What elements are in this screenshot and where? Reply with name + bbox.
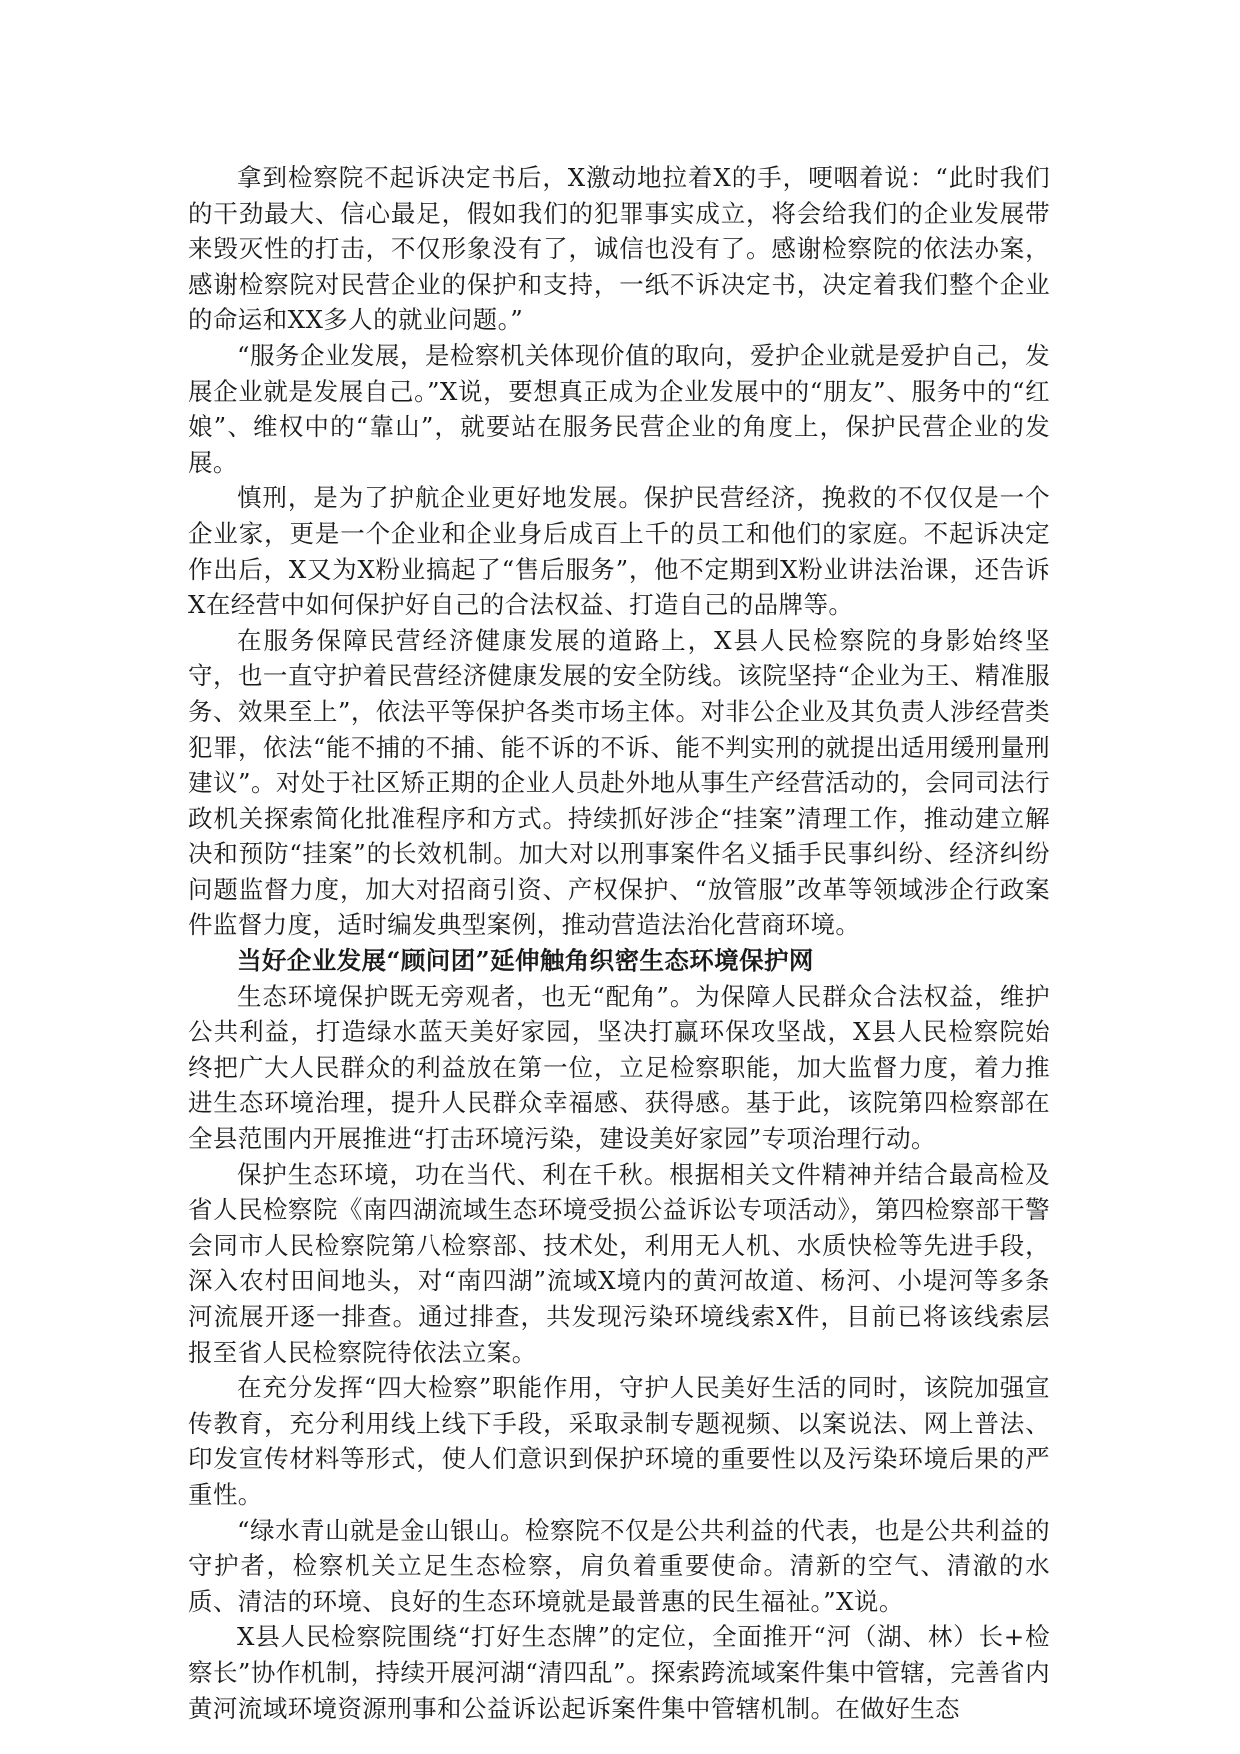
paragraph: 慎刑，是为了护航企业更好地发展。保护民营经济，挽救的不仅仅是一个企业家，更是一个企业和企业身后成百上千的员工和他们的家庭。不起诉决定作出后，X又为X粉业搞起了“售后服务”，他不定期到X粉业讲法治课，还告诉X在经营中如何保护好自己的合法权益、打造自己的品牌等。 bbox=[188, 483, 1050, 620]
paragraph: 在充分发挥“四大检察”职能作用，守护人民美好生活的同时，该院加强宣传教育，充分利用线上线下手段，采取录制专题视频、以案说法、网上普法、印发宣传材料等形式，使人们意识到保护环境的重要性以及污染环境后果的严重性。 bbox=[188, 1373, 1050, 1509]
paragraph: “服务企业发展，是检察机关体现价值的取向，爱护企业就是爱护自己，发展企业就是发展自己。”X说，要想真正成为企业发展中的“朋友”、服务中的“红娘”、维权中的“靠山”，就要站在服务民营企业的角度上，保护民营企业的发展。 bbox=[188, 340, 1050, 477]
section-heading: 当好企业发展“顾问团”延伸触角织密生态环境保护网 bbox=[237, 946, 814, 976]
document-page bbox=[188, 160, 1050, 1726]
paragraph: 拿到检察院不起诉决定书后，X激动地拉着X的手，哽咽着说：“此时我们的干劲最大、信心最足，假如我们的犯罪事实成立，将会给我们的企业发展带来毁灭性的打击，不仅形象没有了，诚信也没有了。感谢检察院的依法办案，感谢检察院对民营企业的保护和支持，一纸不诉决定书，决定着我们整个企业的命运和XX多人的就业问题。” bbox=[188, 163, 1050, 335]
paragraph: 生态环境保护既无旁观者，也无“配角”。为保障人民群众合法权益，维护公共利益，打造绿水蓝天美好家园，坚决打赢环保攻坚战，X县人民检察院始终把广大人民群众的利益放在第一位，立足检察职能，加大监督力度，着力推进生态环境治理，提升人民群众幸福感、获得感。基于此，该院第四检察部在全县范围内开展推进“打击环境污染，建设美好家园”专项治理行动。 bbox=[188, 981, 1050, 1154]
paragraph: 保护生态环境，功在当代、利在千秋。根据相关文件精神并结合最高检及省人民检察院《南四湖流域生态环境受损公益诉讼专项活动》，第四检察部干警会同市人民检察院第八检察部、技术处，利用无人机、水质快检等先进手段，深入农村田间地头，对“南四湖”流域X境内的黄河故道、杨河、小堤河等多条河流展开逐一排查。通过排查，共发现污染环境线索X件，目前已将该线索层报至省人民检察院待依法立案。 bbox=[188, 1159, 1050, 1367]
paragraph: X县人民检察院围绕“打好生态牌”的定位，全面推开“河（湖、林）长+检察长”协作机制，持续开展河湖“清四乱”。探索跨流域案件集中管辖，完善省内黄河流域环境资源刑事和公益诉讼起诉案件集中管辖机制。在做好生态 bbox=[188, 1622, 1050, 1723]
paragraph: 在服务保障民营经济健康发展的道路上，X县人民检察院的身影始终坚守，也一直守护着民营经济健康发展的安全防线。该院坚持“企业为王、精准服务、效果至上”，依法平等保护各类市场主体。对非公企业及其负责人涉经营类犯罪，依法“能不捕的不捕、能不诉的不诉、能不判实刑的就提出适用缓刑量刑建议”。对处于社区矫正期的企业人员赴外地从事生产经营活动的，会同司法行政机关探索简化批准程序和方式。持续抓好涉企“挂案”清理工作，推动建立解决和预防“挂案”的长效机制。加大对以刑事案件名义插手民事纠纷、经济纠纷问题监督力度，加大对招商引资、产权保护、“放管服”改革等领域涉企行政案件监督力度，适时编发典型案例，推动营造法治化营商环境。 bbox=[188, 625, 1050, 940]
paragraph: “绿水青山就是金山银山。检察院不仅是公共利益的代表，也是公共利益的守护者，检察机关立足生态检察，肩负着重要使命。清新的空气、清澈的水质、清洁的环境、良好的生态环境就是最普惠的民生福祉。”X说。 bbox=[188, 1515, 1050, 1616]
